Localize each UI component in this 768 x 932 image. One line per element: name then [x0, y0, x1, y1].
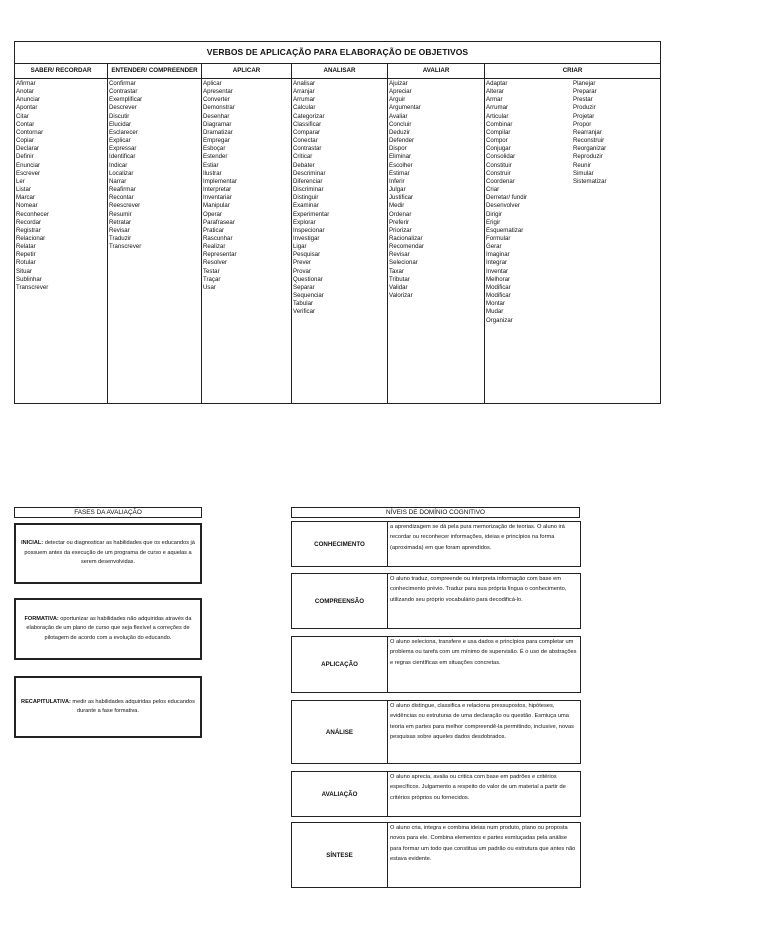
- verb-item: Parafrasear: [203, 218, 235, 226]
- level-description: O aluno cria, integra e combina ideias num produto, plano ou proposta novos para ele. Combina elementos e partes esmiuçadas pela análise para formar um todo que constitua um padrão ou estrutura que antes não estava evidente.: [387, 823, 580, 887]
- level-aplicacao: [291, 636, 581, 693]
- verb-table-title: VERBOS DE APLICAÇÃO PARA ELABORAÇÃO DE OBJETIVOS: [15, 42, 660, 64]
- verb-table: [14, 41, 661, 404]
- verb-item: Inventariar: [203, 194, 232, 202]
- level-analise: [291, 700, 581, 764]
- verb-item: Valorizar: [389, 292, 413, 300]
- phase-label: FORMATIVA:: [24, 615, 59, 622]
- verb-subcolumn-criar-1: [486, 80, 573, 325]
- verb-item: Calcular: [293, 104, 316, 112]
- verb-item: Traçar: [203, 275, 221, 283]
- verb-item: Explicar: [109, 137, 131, 145]
- verb-item: Apreciar: [389, 88, 412, 96]
- verb-item: Listar: [16, 186, 31, 194]
- verb-item: Taxar: [389, 267, 404, 275]
- level-name: AVALIAÇÃO: [321, 790, 358, 798]
- verb-item: Modificar: [486, 292, 511, 300]
- verb-item: Estender: [203, 153, 228, 161]
- verb-item: Anunciar: [16, 96, 41, 104]
- verb-item: Contar: [16, 120, 35, 128]
- verb-item: Contrastar: [293, 145, 322, 153]
- verb-table-body: [15, 79, 660, 404]
- verb-item: Reunir: [573, 161, 591, 169]
- verb-item: Resolver: [203, 259, 228, 267]
- verb-item: Planejar: [573, 80, 596, 87]
- verb-item: Mudar: [486, 308, 504, 316]
- level-name: SÍNTESE: [326, 851, 353, 859]
- verb-item: Separar: [293, 283, 315, 291]
- verb-item: Identificar: [109, 153, 136, 161]
- verb-item: Situar: [16, 267, 32, 275]
- verb-item: Constituir: [486, 161, 512, 169]
- verb-item: Concluir: [389, 120, 412, 128]
- verb-column-aplicar: [202, 79, 292, 404]
- verb-item: Adaptar: [486, 80, 508, 87]
- level-name: CONHECIMENTO: [314, 540, 365, 548]
- verb-item: Testar: [203, 267, 220, 275]
- verb-item: Experimentar: [293, 210, 330, 218]
- verb-item: Dirigir: [486, 210, 502, 218]
- verb-item: Inventar: [486, 267, 509, 275]
- verb-item: Contrastar: [109, 88, 138, 96]
- level-description: O aluno distingue, classifica e relaciona pressupostos, hipóteses, evidências ou estruturas de uma declaração ou questão. Esmiuça uma teoria em partes para melhor compreendê-la permitindo, inclusive, novas pesquisas sobre aqueles dados desdobrados.: [387, 701, 580, 763]
- verb-item: Citar: [16, 112, 29, 120]
- verb-item: Desenvolver: [486, 202, 520, 210]
- level-description: O aluno traduz, compreende ou interpreta informação com base em conhecimento prévio. Traduz para sua própria língua o conhecimento, utilizando seu próprio vocabulário para decodificá-lo.: [387, 574, 580, 628]
- level-description: O aluno aprecia, avalia ou critica com base em padrões e critérios específicos. Julgamento a respeito do valor de um material a partir de critérios próprios ou fornecidos.: [387, 772, 580, 816]
- verb-item: Sistematizar: [573, 177, 607, 185]
- verb-item: Categorizar: [293, 112, 325, 120]
- header-entender-compreender: ENTENDER/ COMPREENDER: [108, 64, 202, 78]
- verb-item: Melhorar: [486, 275, 511, 283]
- verb-item: Organizar: [486, 316, 513, 324]
- verb-item: Gerar: [486, 243, 502, 251]
- verb-item: Construir: [486, 169, 511, 177]
- verb-item: Discriminar: [293, 186, 324, 194]
- verb-item: Justificar: [389, 194, 414, 202]
- verb-item: Revisar: [389, 251, 410, 259]
- verb-item: Prestar: [573, 96, 593, 104]
- verb-item: Explorar: [293, 218, 316, 226]
- header-criar: CRIAR: [562, 67, 583, 74]
- verb-item: Preferir: [389, 218, 409, 226]
- verb-item: Converter: [203, 96, 230, 104]
- verb-item: Combinar: [486, 120, 513, 128]
- verb-item: Examinar: [293, 202, 319, 210]
- verb-item: Reafirmar: [109, 186, 136, 194]
- verb-item: Arguir: [389, 96, 406, 104]
- verb-item: Distinguir: [293, 194, 319, 202]
- verb-item: Modificar: [486, 283, 511, 291]
- verb-item: Repetir: [16, 251, 36, 259]
- verb-item: Criticar: [293, 153, 313, 161]
- verb-item: Ligar: [293, 243, 307, 251]
- verb-item: Apontar: [16, 104, 38, 112]
- verb-item: Estiar: [203, 161, 219, 169]
- verb-item: Aplicar: [203, 80, 222, 87]
- verb-item: Declarar: [16, 145, 40, 153]
- verb-item: Tabular: [293, 300, 313, 308]
- verb-item: Reproduzir: [573, 153, 603, 161]
- verb-item: Montar: [486, 300, 505, 308]
- levels-title: NÍVEIS DE DOMÍNIO COGNITIVO: [291, 507, 580, 518]
- verb-item: Inferir: [389, 177, 405, 185]
- verb-item: Provar: [293, 267, 311, 275]
- verb-item: Resumir: [109, 210, 132, 218]
- verb-item: Simular: [573, 169, 594, 177]
- verb-item: Arranjar: [293, 88, 315, 96]
- verb-item: Ler: [16, 177, 25, 185]
- phase-label: INICIAL:: [21, 540, 44, 547]
- verb-item: Usar: [203, 283, 216, 291]
- phase-text: oportunizar as habilidades não adquiridas através da elaboração de um plano de curso que seja flexível a correções de pilotagem de acordo com a evolução do educando.: [26, 615, 192, 641]
- verb-item: Defender: [389, 137, 415, 145]
- level-name: ANÁLISE: [325, 728, 354, 736]
- phase-inicial: [14, 523, 202, 584]
- verb-item: Projetar: [573, 112, 595, 120]
- verb-item: Transcrever: [16, 283, 49, 291]
- level-avaliacao: [291, 771, 581, 817]
- verb-item: Copiar: [16, 137, 34, 145]
- verb-item: Compor: [486, 137, 508, 145]
- verb-item: Comparar: [293, 128, 321, 136]
- verb-item: Formular: [486, 234, 511, 242]
- verb-item: Deduzir: [389, 128, 410, 136]
- level-compreensao: [291, 573, 581, 629]
- verb-item: Ordenar: [389, 210, 412, 218]
- phase-text: detectar ou diagnosticar as habilidades que os educandos já possuem antes da execução de um programa de curso e aquelas a serem desenvolvidas.: [24, 540, 195, 566]
- verb-item: Escrever: [16, 169, 41, 177]
- verb-item: Pesquisar: [293, 251, 321, 259]
- verb-item: Afirmar: [16, 80, 36, 87]
- level-conhecimento: [291, 521, 581, 567]
- verb-item: Transcrever: [109, 243, 142, 251]
- verb-item: Rotular: [16, 259, 36, 267]
- verb-item: Manipular: [203, 202, 230, 210]
- verb-subcolumn-criar-2: [573, 80, 660, 325]
- verb-item: Integrar: [486, 259, 508, 267]
- verb-item: Retratar: [109, 218, 132, 226]
- verb-item: Julgar: [389, 186, 406, 194]
- level-sintese: [291, 822, 581, 888]
- verb-item: Empregar: [203, 137, 230, 145]
- verb-item: Selecionar: [389, 259, 418, 267]
- phase-text: medir as habilidades adquiridas pelos educandos durante a fase formativa.: [72, 698, 195, 714]
- verb-item: Descrever: [109, 104, 137, 112]
- verb-item: Nomear: [16, 202, 38, 210]
- verb-item: Verificar: [293, 308, 316, 316]
- verb-item: Esclarecer: [109, 128, 138, 136]
- verb-item: Enunciar: [16, 161, 41, 169]
- verb-item: Recordar: [16, 218, 42, 226]
- verb-item: Exemplificar: [109, 96, 143, 104]
- header-saber-recordar: SABER/ RECORDAR: [15, 64, 108, 78]
- verb-item: Diferenciar: [293, 177, 323, 185]
- level-description: a aprendizagem se dá pela pura memorização de teorias. O aluno irá recordar ou reconhecer informações, ideias e princípios na forma (aproximada) em que foram aprendidos.: [387, 522, 580, 566]
- verb-item: Derretar/ fundir: [486, 194, 527, 202]
- verb-item: Racionalizar: [389, 234, 423, 242]
- verb-item: Discutir: [109, 112, 130, 120]
- verb-item: Relacionar: [16, 234, 46, 242]
- verb-item: Classificar: [293, 120, 322, 128]
- verb-item: Ajuizar: [389, 80, 408, 87]
- verb-item: Confirmar: [109, 80, 136, 87]
- verb-item: Investigar: [293, 234, 320, 242]
- verb-item: Dispor: [389, 145, 407, 153]
- verb-item: Contornar: [16, 128, 44, 136]
- verb-item: Praticar: [203, 226, 224, 234]
- verb-column-saber-recordar: [15, 79, 108, 404]
- verb-item: Realizar: [203, 243, 226, 251]
- verb-column-criar: [485, 79, 660, 404]
- verb-item: Estimar: [389, 169, 410, 177]
- verb-item: Escolher: [389, 161, 413, 169]
- verb-item: Armar: [486, 96, 503, 104]
- verb-item: Avaliar: [389, 112, 408, 120]
- header-avaliar: AVALIAR: [388, 64, 485, 78]
- verb-item: Rascunhar: [203, 234, 233, 242]
- verb-item: Interpretar: [203, 186, 232, 194]
- verb-item: Narrar: [109, 177, 127, 185]
- verb-item: Registrar: [16, 226, 41, 234]
- verb-item: Relatar: [16, 243, 36, 251]
- verb-item: Indicar: [109, 161, 128, 169]
- verb-table-header-row: [15, 64, 660, 79]
- verb-item: Preparar: [573, 88, 597, 96]
- verb-item: Sequenciar: [293, 292, 324, 300]
- verb-item: Questionar: [293, 275, 323, 283]
- verb-item: Debater: [293, 161, 315, 169]
- verb-item: Eliminar: [389, 153, 412, 161]
- verb-item: Validar: [389, 283, 408, 291]
- level-description: O aluno seleciona, transfere e usa dados e princípios para completar um problema ou tarefa com um mínimo de supervisão. É o uso de abstrações e regras científicas em situações concretas.: [387, 637, 580, 692]
- verb-item: Implementar: [203, 177, 237, 185]
- verb-item: Consolidar: [486, 153, 516, 161]
- phases-title: FASES DA AVALIAÇÃO: [14, 507, 202, 518]
- verb-item: Conectar: [293, 137, 318, 145]
- phase-label: RECAPITULATIVA:: [21, 698, 71, 705]
- verb-item: Expressar: [109, 145, 137, 153]
- verb-item: Arrumar: [486, 104, 509, 112]
- header-analisar: ANALISAR: [292, 64, 388, 78]
- verb-item: Produzir: [573, 104, 596, 112]
- verb-item: Representar: [203, 251, 237, 259]
- verb-item: Recontar: [109, 194, 134, 202]
- level-name: COMPREENSÃO: [314, 597, 365, 605]
- verb-column-entender-compreender: [108, 79, 202, 404]
- verb-item: Esquematizar: [486, 226, 524, 234]
- verb-item: Esboçar: [203, 145, 226, 153]
- verb-item: Elucidar: [109, 120, 132, 128]
- verb-item: Operar: [203, 210, 222, 218]
- verb-column-analisar: [292, 79, 388, 404]
- verb-item: Criar: [486, 186, 500, 194]
- verb-item: Traduzir: [109, 234, 132, 242]
- phase-recapitulativa: [14, 676, 202, 738]
- verb-item: Ilustrar: [203, 169, 222, 177]
- verb-column-avaliar: [388, 79, 485, 404]
- verb-item: Articular: [486, 112, 509, 120]
- verb-item: Priorizar: [389, 226, 412, 234]
- verb-item: Desenhar: [203, 112, 230, 120]
- verb-item: Argumentar: [389, 104, 421, 112]
- verb-item: Dramatizar: [203, 128, 233, 136]
- phase-formativa: [14, 598, 202, 660]
- verb-item: Descriminar: [293, 169, 326, 177]
- verb-item: Imaginar: [486, 251, 510, 259]
- verb-item: Inspecionar: [293, 226, 325, 234]
- verb-item: Coordenar: [486, 177, 515, 185]
- verb-item: Tributar: [389, 275, 410, 283]
- level-name: APLICAÇÃO: [321, 661, 358, 668]
- verb-item: Recomendar: [389, 243, 424, 251]
- verb-item: Revisar: [109, 226, 130, 234]
- verb-item: Medir: [389, 202, 405, 210]
- verb-item: Propor: [573, 120, 592, 128]
- verb-item: Arrumar: [293, 96, 316, 104]
- verb-item: Conjugar: [486, 145, 511, 153]
- verb-item: Demonstrar: [203, 104, 235, 112]
- header-aplicar: APLICAR: [202, 64, 292, 78]
- verb-item: Analisar: [293, 80, 316, 87]
- verb-item: Compilar: [486, 128, 511, 136]
- verb-item: Definir: [16, 153, 34, 161]
- verb-item: Anotar: [16, 88, 34, 96]
- verb-item: Reorganizar: [573, 145, 607, 153]
- verb-item: Apresentar: [203, 88, 233, 96]
- verb-item: Rearranjar: [573, 128, 602, 136]
- verb-item: Alterar: [486, 88, 504, 96]
- verb-item: Prever: [293, 259, 311, 267]
- verb-item: Localizar: [109, 169, 134, 177]
- verb-item: Erigir: [486, 218, 501, 226]
- verb-item: Reconstruir: [573, 137, 605, 145]
- verb-item: Sublinhar: [16, 275, 42, 283]
- verb-item: Marcar: [16, 194, 35, 202]
- verb-item: Diagramar: [203, 120, 232, 128]
- verb-item: Reescrever: [109, 202, 141, 210]
- verb-item: Reconhecer: [16, 210, 49, 218]
